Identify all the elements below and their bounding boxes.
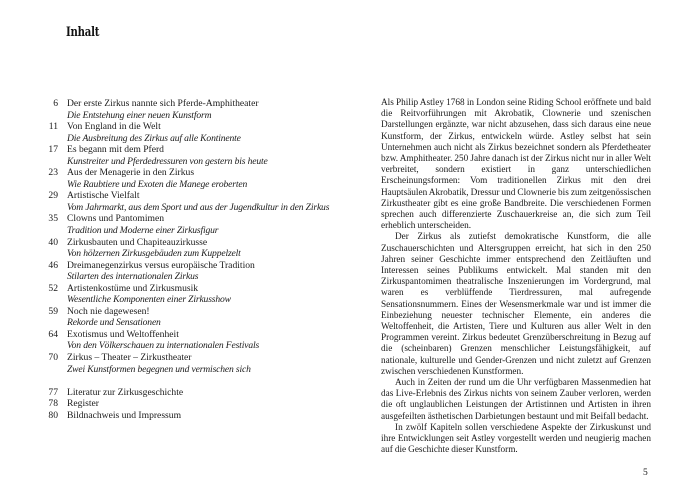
toc-entry[interactable] [30,98,360,121]
toc-entry-line [30,410,360,422]
toc-entry-line [30,98,360,110]
intro-text [381,98,651,457]
toc-chapter-subtitle: Wesentliche Komponenten einer Zirkusshow [67,294,231,306]
toc-entry[interactable] [30,283,360,306]
toc-chapter-subtitle: Rekorde und Sensationen [67,317,161,329]
toc-entry[interactable] [30,237,360,260]
toc-chapter-title: Register [67,398,99,410]
toc-page-number: 23 [48,167,58,179]
toc-entry[interactable] [30,121,360,144]
toc-chapter-subtitle: Die Entstehung einer neuen Kunstform [67,109,212,121]
toc-page-number: 40 [48,236,58,248]
toc-entry-line [30,398,360,410]
toc-divider-space [30,375,360,387]
toc-entry[interactable] [30,398,360,410]
toc-entry-line [30,283,360,295]
toc-entry[interactable] [30,306,360,329]
toc-chapter-subtitle: Zwei Kunstformen begegnen und vermischen sich [67,363,251,375]
toc-page-number: 11 [48,121,58,133]
intro-paragraph: In zwölf Kapiteln sollen verschiedene Aspekte der Zirkuskunst und ihre Entwicklungen seit Astley vorgestellt werden und neugierig machen auf die Geschichte dieser Kunstform. [381,422,651,456]
toc-chapter-subtitle: Vom Jahrmarkt, aus dem Sport und aus der Jugendkultur in den Zirkus [67,201,330,213]
toc-page-number: 80 [48,409,58,421]
toc-entry-line [30,167,360,179]
toc-chapter-subtitle: Stilarten des internationalen Zirkus [67,271,199,283]
toc-entry-line [30,190,360,202]
toc-chapter-title: Es begann mit dem Pferd [67,144,164,156]
toc-entry[interactable] [30,167,360,190]
toc-chapter-subtitle: Kunstreiter und Pferdedressuren von gestern bis heute [67,155,268,167]
toc-chapter-subtitle: Tradition und Moderne einer Zirkusfigur [67,225,219,237]
toc-page-number: 77 [48,386,58,398]
toc-chapter-title: Noch nie dagewesen! [67,305,150,317]
toc-chapter-title: Aus der Menagerie in den Zirkus [67,167,195,179]
toc-entry[interactable] [30,352,360,375]
toc-chapter-title: Zirkus – Theater – Zirkustheater [67,352,192,364]
toc-page-number: 46 [48,259,58,271]
toc-entry[interactable] [30,213,360,236]
toc-chapter-subtitle: Wie Raubtiere und Exoten die Manege eroberten [67,178,248,190]
toc-page-number: 59 [48,305,58,317]
toc-entry-line [30,237,360,249]
toc-entry-line [30,329,360,341]
toc-entry-line [30,121,360,133]
intro-paragraph: Auch in Zeiten der rund um die Uhr verfügbaren Massenmedien hat das Live-Erlebnis des Zirkus nichts von seinem Zauber verloren, werden die oft unglaublichen Leistungen der Artistinnen und Artisten in ihren ausgefeilten ästhetischen Darbietungen bestaunt und mit Beifall bedacht. [381,378,651,422]
toc-page-number: 78 [48,398,58,410]
toc-entry-line [30,387,360,399]
toc-chapter-title: Zirkusbauten und Chapiteauzirkusse [67,236,208,248]
toc-chapter-title: Der erste Zirkus nannte sich Pferde-Amphitheater [67,98,259,109]
toc-page-number: 6 [53,98,58,109]
table-of-contents [30,98,360,421]
toc-entry[interactable] [30,410,360,422]
toc-entry[interactable] [30,190,360,213]
toc-page-number: 70 [48,352,58,364]
toc-chapter-title: Clowns und Pantomimen [67,213,165,225]
toc-page-number: 17 [48,144,58,156]
toc-entry[interactable] [30,329,360,352]
page-number: 5 [643,468,648,478]
page-title: Inhalt [66,25,100,40]
toc-entry-line [30,213,360,225]
toc-chapter-title: Literatur zur Zirkusgeschichte [67,386,184,398]
intro-paragraph: Als Philip Astley 1768 in London seine Riding School eröffnete und bald die Reitvorführungen mit Akrobatik, Clownerie und szenischen Darstellungen ergänzte, war nicht abzusehen, dass sich daraus eine neue Kunstform, der Zirkus, entwickeln würde. Astley selbst hat sein Unternehmen auch nicht als Zirkus bezeichnet sondern als Pferdetheater bzw. Amphitheater. 250 Jahre danach ist der Zirkus nicht nur in aller Welt verbreitet, sondern existiert in ganz unterschiedlichen Erscheinungsformen: Vom traditionellen Zirkus mit den drei Hauptsäulen Akrobatik, Dressur und Clownerie bis zum zeitgenössischen Zirkustheater gibt es eine große Bandbreite. Die verschiedenen Formen sprechen auch differenzierte Zuschauerkreise an, die sich zum Teil erheblich unterscheiden. [381,98,651,232]
toc-page-number: 64 [48,328,58,340]
toc-entry-line [30,260,360,272]
toc-chapter-subtitle: Von den Völkerschauen zu internationalen Festivals [67,340,260,352]
toc-chapter-title: Bildnachweis und Impressum [67,409,182,421]
toc-appendix-list [30,387,360,422]
toc-chapter-title: Von England in die Welt [67,121,161,133]
toc-entry[interactable] [30,260,360,283]
toc-page-number: 35 [48,213,58,225]
toc-chapter-subtitle: Die Ausbreitung des Zirkus auf alle Kontinente [67,132,241,144]
toc-chapter-title: Artistenkostüme und Zirkusmusik [67,282,199,294]
toc-chapter-title: Artistische Vielfalt [67,190,140,202]
toc-entry-line [30,306,360,318]
toc-chapter-list [30,98,360,375]
toc-chapter-title: Dreimanegenzirkus versus europäische Tradition [67,259,255,271]
toc-chapter-subtitle: Von hölzernen Zirkusgebäuden zum Kuppelzelt [67,248,241,260]
toc-entry[interactable] [30,144,360,167]
toc-entry-line [30,144,360,156]
toc-chapter-title: Exotismus und Weltoffenheit [67,328,179,340]
toc-entry[interactable] [30,387,360,399]
toc-entry-line [30,352,360,364]
toc-page-number: 29 [48,190,58,202]
toc-page-number: 52 [48,282,58,294]
intro-paragraph: Der Zirkus als zutiefst demokratische Kunstform, die alle Zuschauerschichten und Altersgruppen erreicht, hat sich in den 250 Jahren seiner Geschichte immer entsprechend den Zeitläuften und Interessen seines Publikums entwickelt. Mal standen mit den Zirkuspantomimen theatralische Inszenierungen im Vordergrund, mal waren es verblüffende Tierdressuren, mal aufregende Sensationsnummern. Eines der Wesensmerkmale war und ist immer die Einbeziehung neuester technischer Elemente, ein anderes die Weltoffenheit, die Artisten, Tiere und Kulturen aus aller Welt in den Programmen vereint. Zirkus bedeutet Grenzüberschreitung in Bezug auf die (scheinbaren) Grenzen menschlicher Leistungsfähigkeit, auf nationale, kulturelle und Gender-Grenzen und nicht zuletzt auf Grenzen zwischen verschiedenen Kunstformen. [381,232,651,377]
